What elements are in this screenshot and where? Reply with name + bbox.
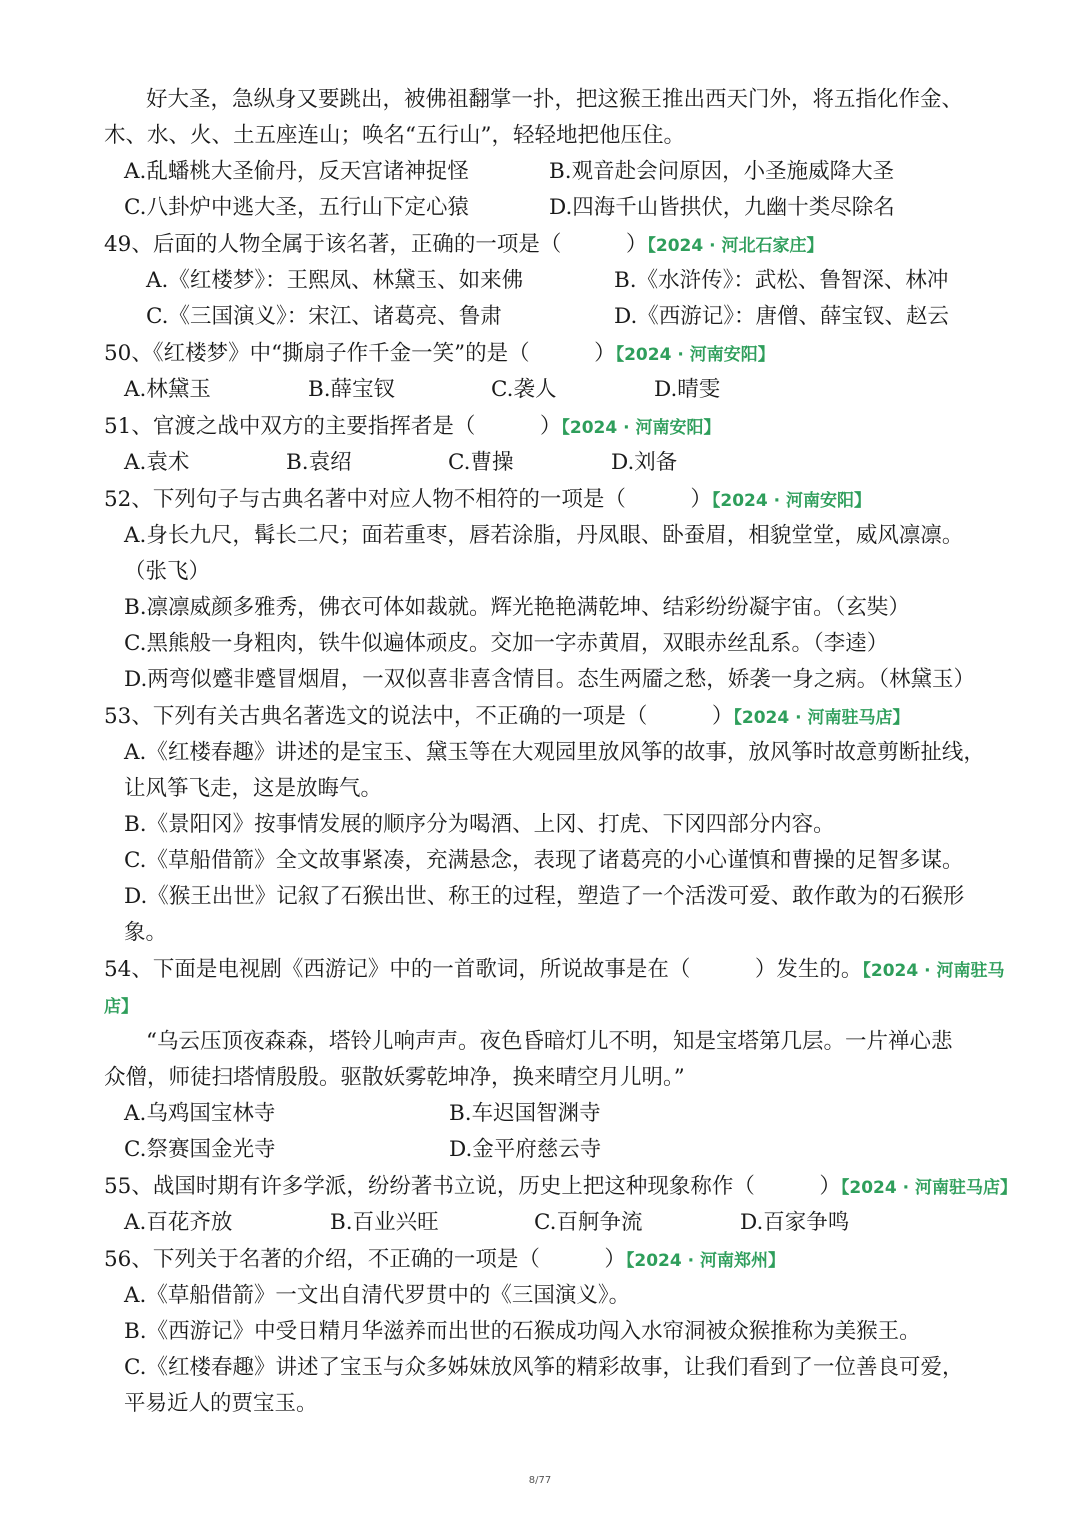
option-b: B.《西游记》中受日精月华滋养而出世的石猴成功闯入水帘洞被众猴推称为美猴王。 [124,1319,921,1344]
option-d: D.刘备 [611,450,678,475]
page-number: 8/77 [528,1475,552,1486]
source-tag: 【2024 · 河南郑州】 [625,1251,785,1271]
source-tag: 【2024 · 河南驻马店】 [733,708,910,728]
option-b: B.《水浒传》：武松、鲁智深、林冲 [614,268,949,293]
question-49 [104,227,1080,264]
source-tag: 【2024 · 河北石家庄】 [647,236,824,256]
question-55 [104,1169,1080,1206]
question-stem: 52、下列句子与古典名著中对应人物不相符的一项是（ ） [104,487,712,512]
option-b: B.车迟国智渊寺 [449,1101,601,1126]
option-d: D.《猴王出世》记叙了石猴出世、称王的过程，塑造了一个活泼可爱、敢作敢为的石猴形 [124,884,965,909]
question-stem: 51、官渡之战中双方的主要指挥者是（ ） [104,414,562,439]
option-c: C.《红楼春趣》讲述了宝玉与众多姊妹放风筝的精彩故事，让我们看到了一位善良可爱， [124,1355,964,1380]
option-a: A.《红楼春趣》讲述的是宝玉、黛玉等在大观园里放风筝的故事，放风筝时故意剪断扯线， [124,740,985,765]
option-c: C.百舸争流 [534,1210,643,1235]
option-c: C.《三国演义》：宋江、诸葛亮、鲁肃 [146,304,502,329]
option-a: A.林黛玉 [124,377,211,402]
option-a: A.百花齐放 [124,1210,233,1235]
option-a: A.乱蟠桃大圣偷丹，反天宫诸神捉怪 [124,159,469,184]
question-54 [104,952,1080,989]
option-c: C.八卦炉中逃大圣，五行山下定心猿 [124,195,470,220]
question-stem: 49、后面的人物全属于该名著，正确的一项是（ ） [104,232,648,257]
source-tag: 【2024 · 河南安阳】 [561,418,721,438]
options-row [0,263,1080,299]
option-a-cont: 让风筝飞走，这是放晦气。 [124,776,383,801]
option-a: A.乌鸡国宝林寺 [124,1101,276,1126]
option-d-cont: 象。 [124,920,168,945]
question-stem: 54、下面是电视剧《西游记》中的一首歌词，所说故事是在（ ）发生的。 [104,957,863,982]
option-a: A.《草船借箭》一文出自清代罗贯中的《三国演义》。 [124,1283,631,1308]
source-tag: 【2024 · 河南驻马店】 [840,1178,1017,1198]
option-a-cont: （张飞） [124,559,211,584]
options-row [0,190,1080,226]
option-b: B.凛凛威颜多雅秀，佛衣可体如裁就。辉光艳艳满乾坤、结彩纷纷凝宇宙。（玄奘） [124,595,910,620]
option-d: D.晴雯 [654,377,721,402]
source-tag: 【2024 · 河南安阳】 [615,345,775,365]
lyric-line: “乌云压顶夜森森，塔铃儿响声声。夜色昏暗灯儿不明，知是宝塔第几层。一片禅心悲 [146,1029,953,1054]
question-51 [104,409,1080,446]
options-row [0,445,1080,481]
option-b: B.观音赴会问原因，小圣施威降大圣 [549,159,895,184]
question-stem: 53、下列有关古典名著选文的说法中，不正确的一项是（ ） [104,704,734,729]
source-tag: 店】 [104,997,138,1017]
options-row [0,1132,1080,1168]
passage-line: 木、水、火、土五座连山；唤名“五行山”，轻轻地把他压住。 [104,123,685,148]
option-a: A.身长九尺，髯长二尺；面若重枣，唇若涂脂，丹凤眼、卧蚕眉，相貌堂堂，威风凛凛。 [124,523,964,548]
option-b: B.百业兴旺 [330,1210,439,1235]
source-tag-cont [104,988,1080,1025]
options-row [0,1205,1080,1241]
question-56 [104,1242,1080,1279]
option-d: D.两弯似蹙非蹙冒烟眉，一双似喜非喜含情目。态生两靥之愁，娇袭一身之病。（林黛玉） [124,667,976,692]
lyric-line: 众僧，师徒扫塔情殷殷。驱散妖雾乾坤净，换来晴空月儿明。” [104,1065,685,1090]
option-d: D.百家争鸣 [740,1210,850,1235]
question-stem: 55、战国时期有许多学派，纷纷著书立说，历史上把这种现象称作（ ） [104,1174,841,1199]
option-b: B.薛宝钗 [308,377,396,402]
option-c: C.祭赛国金光寺 [124,1137,276,1162]
option-a: A.袁术 [124,450,190,475]
question-50 [104,336,1080,373]
question-53 [104,699,1080,736]
question-stem: 50、《红楼梦》中“撕扇子作千金一笑”的是（ ） [104,341,616,366]
option-c: C.曹操 [448,450,514,475]
option-d: D.金平府慈云寺 [449,1137,602,1162]
option-c-cont: 平易近人的贾宝玉。 [124,1391,318,1416]
option-b: B.《景阳冈》按事情发展的顺序分为喝酒、上冈、打虎、下冈四部分内容。 [124,812,835,837]
option-c: C.黑熊般一身粗肉，铁牛似遍体顽皮。交加一字赤黄眉，双眼赤丝乱系。（李逵） [124,631,889,656]
options-row [0,154,1080,190]
source-tag: 【2024 · 河南驻马 [862,961,1005,981]
source-tag: 【2024 · 河南安阳】 [711,491,871,511]
options-row [0,299,1080,335]
option-d: D.《西游记》：唐僧、薛宝钗、赵云 [614,304,950,329]
option-d: D.四海千山皆拱伏，九幽十类尽除名 [549,195,895,220]
options-row [0,372,1080,408]
option-c: C.袭人 [491,377,557,402]
option-c: C.《草船借箭》全文故事紧凑，充满悬念，表现了诸葛亮的小心谨慎和曹操的足智多谋。 [124,848,964,873]
question-stem: 56、下列关于名著的介绍，不正确的一项是（ ） [104,1247,626,1272]
options-row [0,1096,1080,1132]
passage-line: 好大圣，急纵身又要跳出，被佛祖翻掌一扑，把这猴王推出西天门外，将五指化作金、 [146,87,964,112]
option-b: B.袁绍 [286,450,352,475]
question-52 [104,482,1080,519]
option-a: A.《红楼梦》：王熙凤、林黛玉、如来佛 [146,268,524,293]
